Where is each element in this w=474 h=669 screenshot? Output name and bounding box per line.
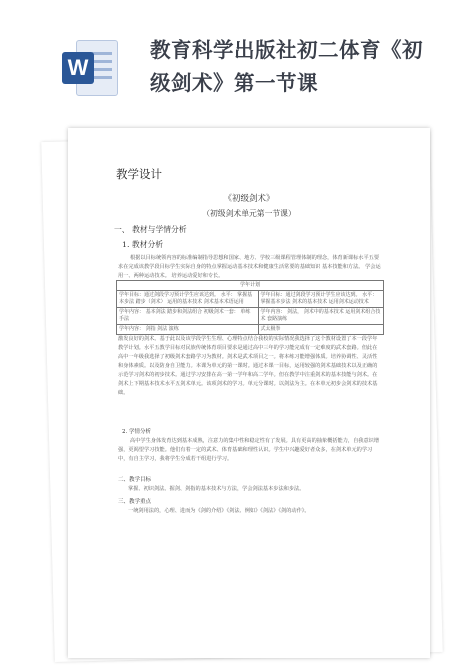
body-paragraph: 掌握、初识剑法。握剑、剑指的基本技术与方法，学会剑法基本步法和步法。 [128, 486, 305, 492]
subsection-heading: 2. 学情分析 [122, 429, 151, 435]
body-paragraph: 高中学生身体发育达到基本成熟，注意力的集中性和稳定性有了发展。具有更高的抽象概括能力，自我意识增强，更渴望学习技能。他们有着一定的武术、体育基础和理性认识。学生中兴趣爱好者众多，在剑术单元的学习中，有自主学习，我将学生分成若干组进行学习。 [118, 438, 380, 462]
section-heading: 一、 教材与学情分析 [114, 225, 187, 234]
document-header [0, 0, 474, 125]
body-paragraph: 根据以目标统领内容的标准编制指导思想和国家、地方、学校三级课程管理体制的理念，体育新课标水平五要求在完成该教学段目标学生实际自身的特点掌握运动基本技术和健康生活常要的基础知识 基本技能和方法。 学会运用一、两种运动技术。 培养运动爱好和专长。 [118, 255, 381, 279]
table-row [117, 325, 384, 335]
document-title[interactable] [150, 34, 450, 100]
table-cell: 学年目标：通过剑段学习预计学生应该达到。 水平： 掌握基本步法 剑术的基本技术 运用剑术运动技术 [258, 291, 383, 308]
page-heading: 教学设计 [116, 167, 162, 181]
document-title-line1: 教育科学出版社初二体育《初 [150, 38, 423, 62]
table-cell: 式太极拳 [258, 325, 383, 335]
table-cell: 学年内容： 基本剑法 踏步和剑法组合 初级剑术一套： 单练 手法 [117, 308, 259, 325]
table-row [117, 291, 384, 308]
plan-table [116, 280, 384, 335]
section-heading: 三、教学重点 [118, 499, 152, 505]
body-paragraph: 一统剑用法的，心理、进而为《剑的介绍》《剑法、例如》《剑法》《剑的动作》。 [128, 508, 310, 514]
document-preview-page[interactable] [68, 128, 430, 658]
section-heading: 二、教学目标 [118, 477, 152, 483]
lesson-title: 《初级剑术》 [223, 194, 275, 204]
table-cell: 学年内容： 剑指 剑法 演练 [117, 325, 259, 335]
word-document-icon [62, 38, 118, 98]
table-row [117, 308, 384, 325]
word-badge-icon: W [62, 52, 94, 84]
subsection-heading: 1. 教材分析 [122, 240, 164, 249]
document-title-line2: 级剑术》第一节课 [150, 71, 318, 95]
table-cell: 学年目标：通过剑段学习预计学生应该达到。 水平： 掌握基本步法 踏步（剑术） 运用的基本技术 剑术基本术语运用 [117, 291, 259, 308]
body-paragraph: 激发良好的剑术。基于此以及该学段学生生理、心理特点结合我校的实际情况我选择了这个教材设置了本一段学年教学计划。水平五教学目标对民族传统体育项目要求是通过高中三年的学习能完成有一定难度的武术套路。但此在高中一年级我选择了初级剑术套路学习为教材。剑术是武术项目之一。将本练习能增强体质。培养协调性、灵活性和身体素质。以及防身自卫能力。本课为单元的第一课时。通过本课一目标，运用较强的剑术基础技术以及正确的示范学习剑术的初步技术。通过学习安排在高一第一学年和高二学年。但在教学中注重剑术的基本技能与剑术。在剑术上下期基本技术水平五剑术单元。该项剑术的学习。单元分课时。以剑法为主。在本单元初步会剑术的技术基础。 [118, 336, 378, 396]
table-cell: 学年内容： 剑法， 剑术中的基本技术 运用剑术组合技术 套路演练 [258, 308, 383, 325]
table-header: 学年计划 [117, 281, 384, 291]
document-lines-icon [92, 52, 112, 84]
lesson-subtitle: （初级剑术单元第一节课） [202, 209, 296, 218]
